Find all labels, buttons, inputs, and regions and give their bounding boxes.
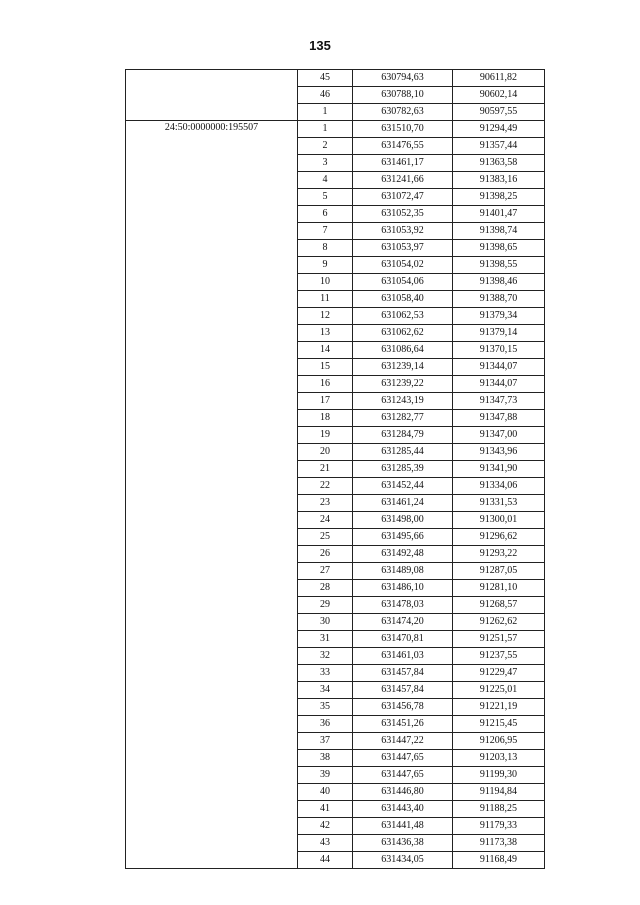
x-coordinate-cell: 631474,20: [353, 614, 453, 631]
y-coordinate-cell: 91401,47: [453, 206, 545, 223]
y-coordinate-cell: 91251,57: [453, 631, 545, 648]
page-number: 135: [309, 38, 331, 53]
x-coordinate-cell: 631492,48: [353, 546, 453, 563]
x-coordinate-cell: 631239,14: [353, 359, 453, 376]
table-row: [126, 121, 545, 138]
y-coordinate-cell: 91229,47: [453, 665, 545, 682]
x-coordinate-cell: 631282,77: [353, 410, 453, 427]
point-number-cell: 13: [298, 325, 353, 342]
point-number-cell: 46: [298, 87, 353, 104]
y-coordinate-cell: 91300,01: [453, 512, 545, 529]
x-coordinate-cell: 631510,70: [353, 121, 453, 138]
y-coordinate-cell: 91296,62: [453, 529, 545, 546]
y-coordinate-cell: 91237,55: [453, 648, 545, 665]
x-coordinate-cell: 631072,47: [353, 189, 453, 206]
x-coordinate-cell: 631441,48: [353, 818, 453, 835]
y-coordinate-cell: 91357,44: [453, 138, 545, 155]
point-number-cell: 1: [298, 104, 353, 121]
x-coordinate-cell: 631498,00: [353, 512, 453, 529]
y-coordinate-cell: 91344,07: [453, 376, 545, 393]
y-coordinate-cell: 91343,96: [453, 444, 545, 461]
point-number-cell: 34: [298, 682, 353, 699]
x-coordinate-cell: 631284,79: [353, 427, 453, 444]
point-number-cell: 21: [298, 461, 353, 478]
y-coordinate-cell: 91334,06: [453, 478, 545, 495]
x-coordinate-cell: 630782,63: [353, 104, 453, 121]
x-coordinate-cell: 631461,17: [353, 155, 453, 172]
x-coordinate-cell: 631443,40: [353, 801, 453, 818]
point-number-cell: 20: [298, 444, 353, 461]
point-number-cell: 19: [298, 427, 353, 444]
point-number-cell: 17: [298, 393, 353, 410]
point-number-cell: 42: [298, 818, 353, 835]
y-coordinate-cell: 91344,07: [453, 359, 545, 376]
point-number-cell: 35: [298, 699, 353, 716]
y-coordinate-cell: 91398,46: [453, 274, 545, 291]
point-number-cell: 9: [298, 257, 353, 274]
y-coordinate-cell: 91188,25: [453, 801, 545, 818]
x-coordinate-cell: 631243,19: [353, 393, 453, 410]
y-coordinate-cell: 91287,05: [453, 563, 545, 580]
point-number-cell: 28: [298, 580, 353, 597]
y-coordinate-cell: 90611,82: [453, 70, 545, 87]
x-coordinate-cell: 631451,26: [353, 716, 453, 733]
x-coordinate-cell: 631285,44: [353, 444, 453, 461]
point-number-cell: 29: [298, 597, 353, 614]
x-coordinate-cell: 631476,55: [353, 138, 453, 155]
x-coordinate-cell: 631434,05: [353, 852, 453, 869]
y-coordinate-cell: 91379,14: [453, 325, 545, 342]
x-coordinate-cell: 631486,10: [353, 580, 453, 597]
point-number-cell: 32: [298, 648, 353, 665]
y-coordinate-cell: 91398,65: [453, 240, 545, 257]
point-number-cell: 10: [298, 274, 353, 291]
point-number-cell: 43: [298, 835, 353, 852]
x-coordinate-cell: 631489,08: [353, 563, 453, 580]
x-coordinate-cell: 631054,06: [353, 274, 453, 291]
y-coordinate-cell: 91341,90: [453, 461, 545, 478]
point-number-cell: 23: [298, 495, 353, 512]
point-number-cell: 22: [298, 478, 353, 495]
point-number-cell: 31: [298, 631, 353, 648]
x-coordinate-cell: 631447,22: [353, 733, 453, 750]
x-coordinate-cell: 631058,40: [353, 291, 453, 308]
point-number-cell: 7: [298, 223, 353, 240]
coordinates-table-body: [126, 70, 545, 869]
x-coordinate-cell: 631086,64: [353, 342, 453, 359]
y-coordinate-cell: 91262,62: [453, 614, 545, 631]
point-number-cell: 26: [298, 546, 353, 563]
y-coordinate-cell: 91398,74: [453, 223, 545, 240]
point-number-cell: 45: [298, 70, 353, 87]
point-number-cell: 6: [298, 206, 353, 223]
y-coordinate-cell: 91383,16: [453, 172, 545, 189]
x-coordinate-cell: 631478,03: [353, 597, 453, 614]
point-number-cell: 18: [298, 410, 353, 427]
x-coordinate-cell: 631456,78: [353, 699, 453, 716]
y-coordinate-cell: 91379,34: [453, 308, 545, 325]
point-number-cell: 36: [298, 716, 353, 733]
y-coordinate-cell: 91179,33: [453, 818, 545, 835]
point-number-cell: 25: [298, 529, 353, 546]
point-number-cell: 1: [298, 121, 353, 138]
point-number-cell: 11: [298, 291, 353, 308]
x-coordinate-cell: 631053,97: [353, 240, 453, 257]
point-number-cell: 40: [298, 784, 353, 801]
x-coordinate-cell: 631239,22: [353, 376, 453, 393]
y-coordinate-cell: 91225,01: [453, 682, 545, 699]
point-number-cell: 15: [298, 359, 353, 376]
y-coordinate-cell: 91268,57: [453, 597, 545, 614]
table-row: [126, 70, 545, 87]
x-coordinate-cell: 631457,84: [353, 682, 453, 699]
y-coordinate-cell: 90602,14: [453, 87, 545, 104]
parcel-cadastral-number: [126, 70, 298, 121]
x-coordinate-cell: 631470,81: [353, 631, 453, 648]
point-number-cell: 39: [298, 767, 353, 784]
coordinates-table: [125, 69, 545, 869]
point-number-cell: 16: [298, 376, 353, 393]
y-coordinate-cell: 91215,45: [453, 716, 545, 733]
x-coordinate-cell: 631452,44: [353, 478, 453, 495]
point-number-cell: 2: [298, 138, 353, 155]
y-coordinate-cell: 91398,55: [453, 257, 545, 274]
y-coordinate-cell: 91363,58: [453, 155, 545, 172]
point-number-cell: 33: [298, 665, 353, 682]
point-number-cell: 5: [298, 189, 353, 206]
y-coordinate-cell: 91370,15: [453, 342, 545, 359]
x-coordinate-cell: 631436,38: [353, 835, 453, 852]
y-coordinate-cell: 91203,13: [453, 750, 545, 767]
point-number-cell: 44: [298, 852, 353, 869]
point-number-cell: 4: [298, 172, 353, 189]
y-coordinate-cell: 91194,84: [453, 784, 545, 801]
y-coordinate-cell: 91199,30: [453, 767, 545, 784]
x-coordinate-cell: 631053,92: [353, 223, 453, 240]
x-coordinate-cell: 631457,84: [353, 665, 453, 682]
y-coordinate-cell: 91293,22: [453, 546, 545, 563]
y-coordinate-cell: 91347,88: [453, 410, 545, 427]
y-coordinate-cell: 91206,95: [453, 733, 545, 750]
point-number-cell: 12: [298, 308, 353, 325]
x-coordinate-cell: 631052,35: [353, 206, 453, 223]
x-coordinate-cell: 631447,65: [353, 750, 453, 767]
x-coordinate-cell: 631461,03: [353, 648, 453, 665]
point-number-cell: 41: [298, 801, 353, 818]
x-coordinate-cell: 631054,02: [353, 257, 453, 274]
point-number-cell: 37: [298, 733, 353, 750]
y-coordinate-cell: 91398,25: [453, 189, 545, 206]
x-coordinate-cell: 631447,65: [353, 767, 453, 784]
point-number-cell: 27: [298, 563, 353, 580]
point-number-cell: 24: [298, 512, 353, 529]
x-coordinate-cell: 631446,80: [353, 784, 453, 801]
x-coordinate-cell: 631495,66: [353, 529, 453, 546]
y-coordinate-cell: 91173,38: [453, 835, 545, 852]
point-number-cell: 3: [298, 155, 353, 172]
y-coordinate-cell: 91331,53: [453, 495, 545, 512]
y-coordinate-cell: 91347,73: [453, 393, 545, 410]
y-coordinate-cell: 91221,19: [453, 699, 545, 716]
point-number-cell: 14: [298, 342, 353, 359]
y-coordinate-cell: 91281,10: [453, 580, 545, 597]
x-coordinate-cell: 631285,39: [353, 461, 453, 478]
point-number-cell: 30: [298, 614, 353, 631]
point-number-cell: 38: [298, 750, 353, 767]
y-coordinate-cell: 90597,55: [453, 104, 545, 121]
x-coordinate-cell: 631241,66: [353, 172, 453, 189]
y-coordinate-cell: 91168,49: [453, 852, 545, 869]
x-coordinate-cell: 630794,63: [353, 70, 453, 87]
x-coordinate-cell: 631062,53: [353, 308, 453, 325]
parcel-cadastral-number: 24:50:0000000:195507: [126, 121, 298, 869]
y-coordinate-cell: 91294,49: [453, 121, 545, 138]
x-coordinate-cell: 630788,10: [353, 87, 453, 104]
x-coordinate-cell: 631062,62: [353, 325, 453, 342]
y-coordinate-cell: 91388,70: [453, 291, 545, 308]
point-number-cell: 8: [298, 240, 353, 257]
y-coordinate-cell: 91347,00: [453, 427, 545, 444]
x-coordinate-cell: 631461,24: [353, 495, 453, 512]
